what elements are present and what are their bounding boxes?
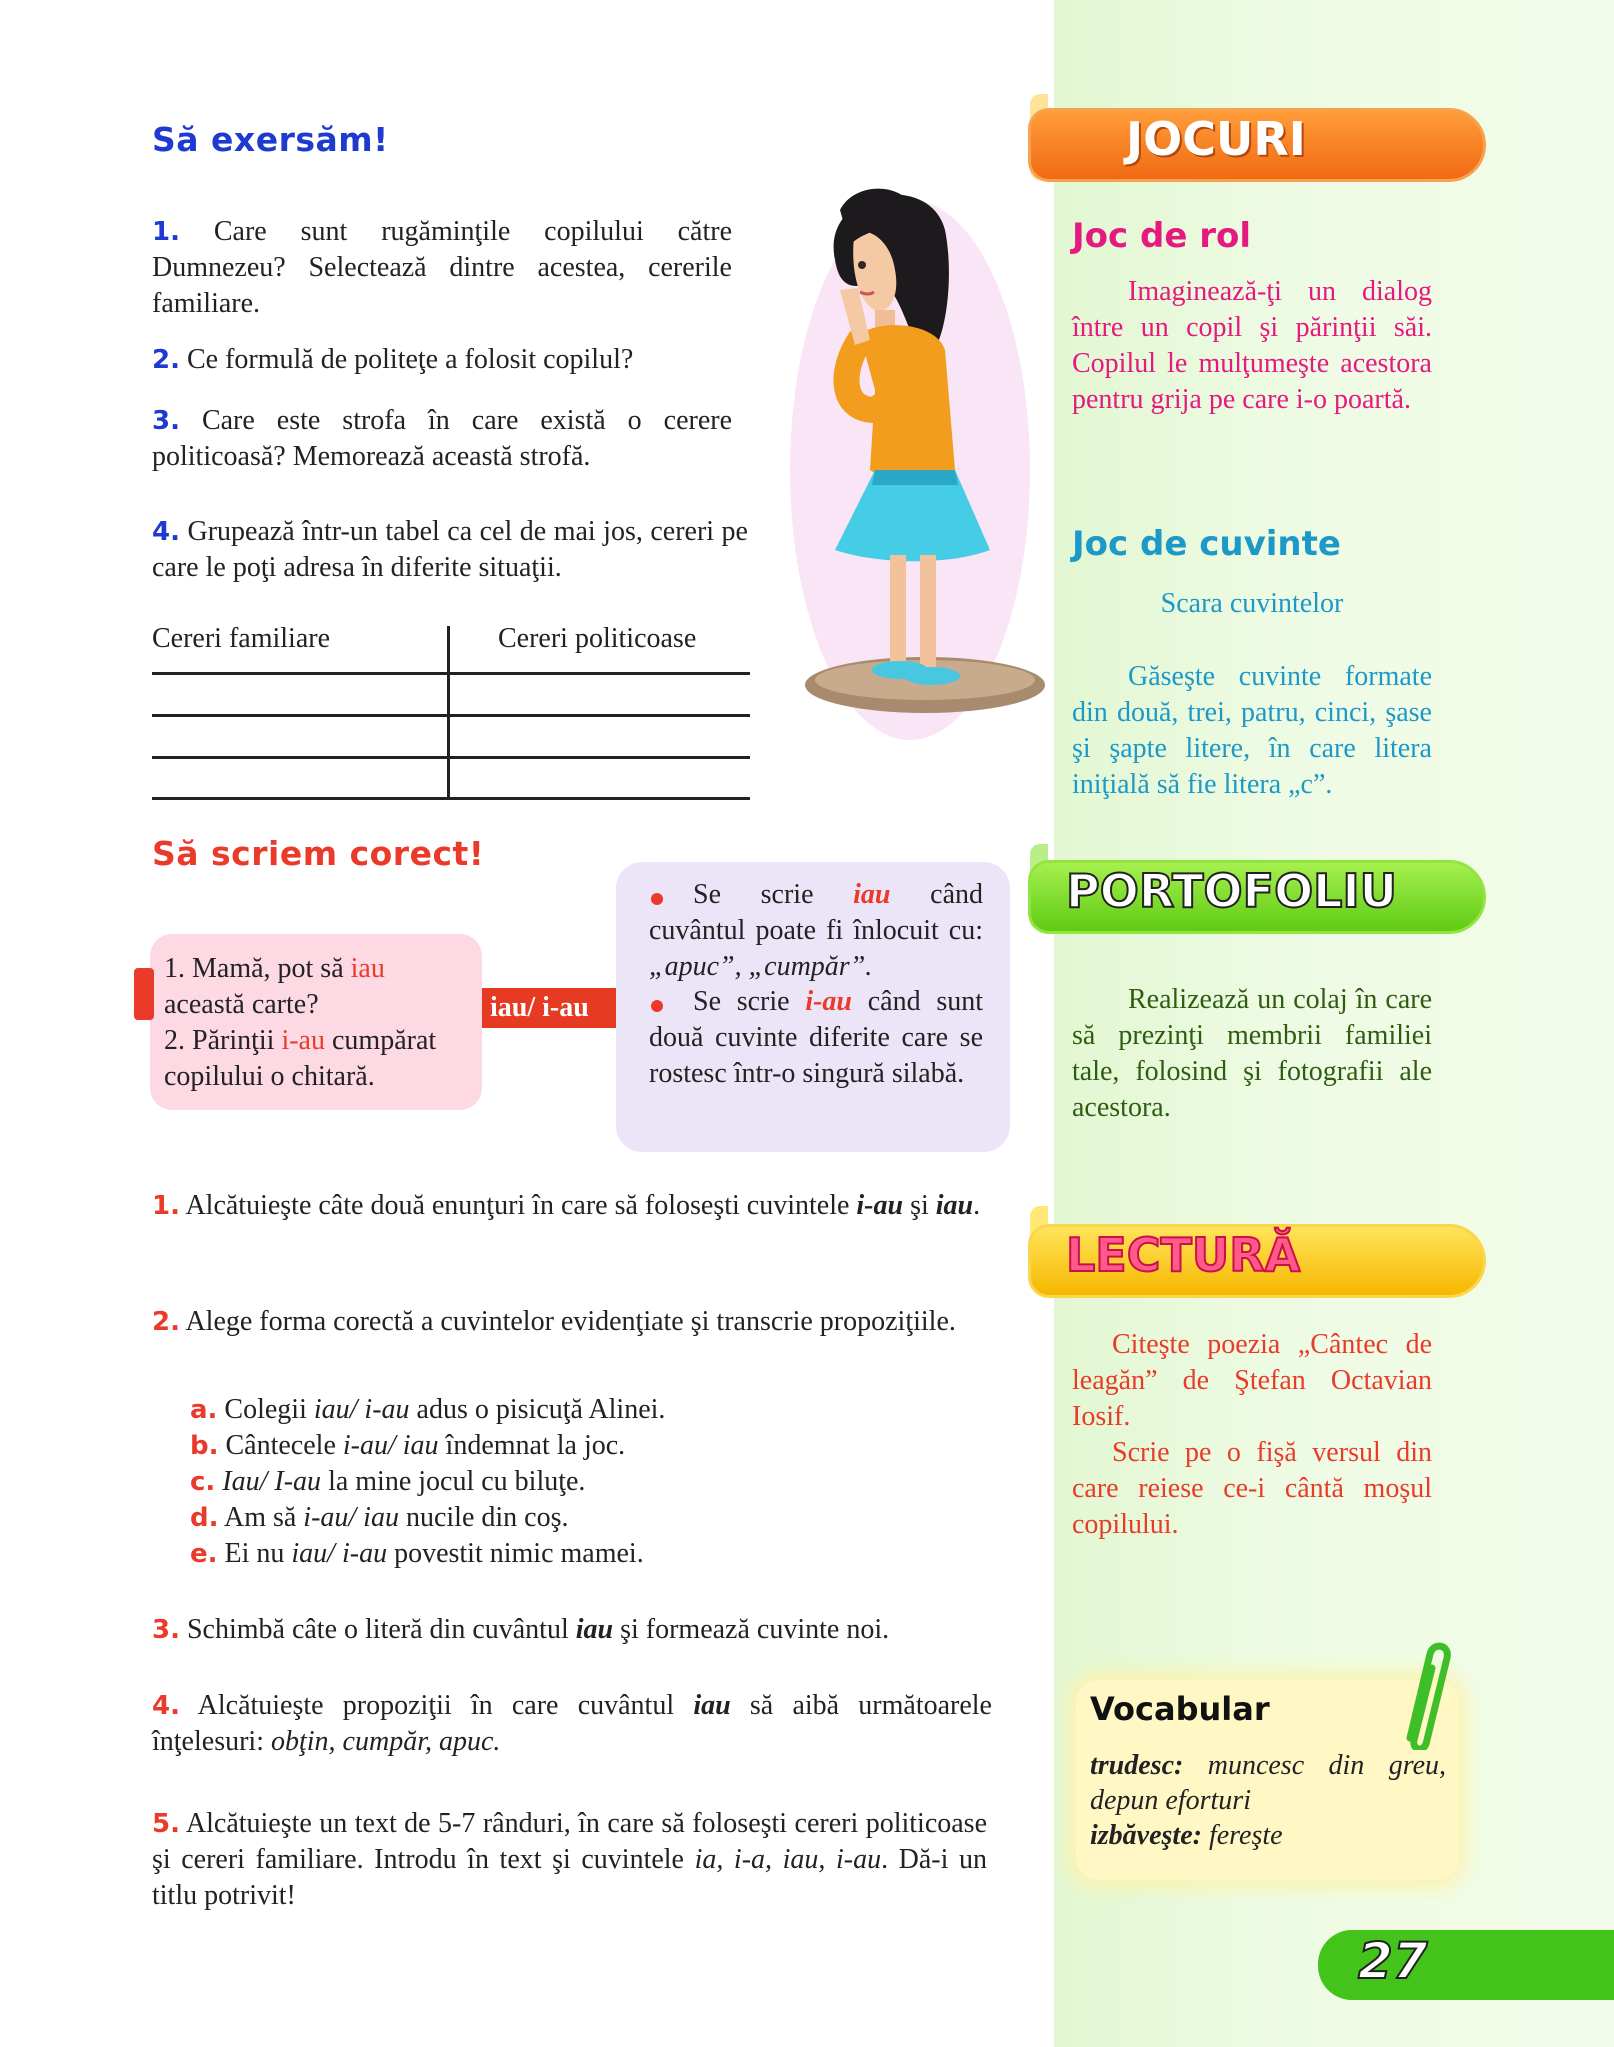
exercise-text: Alcătuieşte propoziţii în care cuvântul: [197, 1690, 694, 1721]
sub-text: îndemnat la joc.: [438, 1430, 626, 1461]
exercise-words: ia, i-a, iau, i-au: [694, 1844, 882, 1875]
rule-text: când sunt două cuvinte diferite care se rostesc într-o singură silabă.: [649, 986, 984, 1089]
sub-letter: d.: [190, 1503, 219, 1533]
write-exercise-3: [152, 1612, 1012, 1648]
role-play-title: Joc de rol: [1072, 216, 1252, 256]
write-exercise-4: [152, 1688, 992, 1760]
sub-letter: c.: [190, 1467, 216, 1497]
sub-text: Ei nu: [224, 1538, 292, 1569]
portfolio-text: Realizează un colaj în care să prezinţi membrii familiei tale, folosind şi fotografii ale acestora.: [1072, 984, 1432, 1123]
exercise-text: Alcătuieşte câte două enunţuri în care să foloseşti cuvintele: [185, 1190, 857, 1221]
example-highlight: i-au: [281, 1025, 325, 1056]
exercise-text: . Dă-i un titlu potrivit!: [152, 1844, 987, 1911]
sub-text: povestit nimic mamei.: [387, 1538, 644, 1569]
example-line-2: această carte?: [164, 989, 319, 1020]
vocabulary-entry-1: [1090, 1748, 1446, 1818]
vocabulary-term: izbăveşte:: [1090, 1820, 1202, 1851]
exercise-number: 2.: [152, 1307, 180, 1337]
question-2: [152, 342, 732, 378]
table-line: [152, 797, 750, 800]
rule-text: Se scrie: [693, 986, 806, 1017]
table-line: [152, 672, 750, 675]
rule-highlight: iau: [853, 879, 891, 910]
example-text: cumpărat: [324, 1025, 437, 1056]
vocabulary-entry-2: [1090, 1818, 1446, 1853]
sub-letter: a.: [190, 1395, 218, 1425]
exercise-text: Schimbă câte o literă din cuvântul: [186, 1614, 576, 1645]
example-line-1: [164, 951, 474, 987]
exercise-keyword: iau: [935, 1190, 974, 1221]
exercise-number: 5.: [152, 1809, 180, 1839]
write-correct-title: Să scriem corect!: [152, 834, 485, 873]
question-text: Care este strofa în care există o cerere politicoasă? Memorează această strofă.: [152, 405, 732, 472]
sub-letter: e.: [190, 1539, 218, 1569]
lectura-banner-text: LECTURĂ: [1066, 1228, 1301, 1282]
vocabulary-term: trudesc:: [1090, 1750, 1184, 1781]
exercise-text: şi: [903, 1190, 936, 1221]
bullet-icon: [651, 893, 663, 905]
question-text: Ce formulă de politeţe a folosit copilul?: [186, 344, 634, 375]
paperclip-icon: [1392, 1640, 1452, 1750]
question-4: [152, 514, 748, 586]
sub-text: Colegii: [224, 1394, 314, 1425]
exercise-text: Alege forma corectă a cuvintelor evidenţiate şi transcrie propoziţiile.: [185, 1306, 956, 1337]
rule-1: [649, 877, 983, 985]
example-highlight: iau: [350, 953, 385, 984]
question-1: [152, 214, 732, 322]
example-line-3: [164, 1023, 474, 1059]
vocabulary-title: Vocabular: [1090, 1690, 1270, 1728]
bullet-icon: [651, 1000, 663, 1012]
role-play-text: Imaginează-ţi un dialog între un copil şi părinţii săi. Copilul le mulţumeşte acestora pentru grija pe care i-o poartă.: [1072, 276, 1432, 415]
sub-text: la mine jocul cu biluţe.: [321, 1466, 586, 1497]
praying-girl-illustration: [760, 170, 1050, 740]
reading-text-1: Citeşte poezia „Cântec de leagăn” de Ştefan Octavian Iosif.: [1072, 1329, 1432, 1432]
example-text: 2. Părinţii: [164, 1025, 282, 1056]
table-header-familiare: Cereri familiare: [152, 623, 331, 654]
exercise-text: Alcătuieşte un text de 5-7 rânduri, în care să foloseşti cereri politicoase şi cereri familiare. Introdu în text şi cuvintele: [152, 1808, 988, 1875]
word-game-text: Găseşte cuvinte formate din două, trei, patru, cinci, şase şi şapte litere, în care litera iniţială să fie litera „c”.: [1072, 661, 1432, 800]
sub-choice: iau/ i-au: [313, 1394, 410, 1425]
exercise-meanings: obţin, cumpăr, apuc.: [270, 1726, 501, 1757]
question-number: 2.: [152, 345, 180, 375]
word-game-title: Joc de cuvinte: [1072, 524, 1341, 564]
rule-examples: „apuc”, „cumpăr”.: [649, 951, 873, 982]
exercise-title: Să exersăm!: [152, 120, 389, 159]
exercise-text: să aibă următoarele înţelesuri:: [152, 1690, 992, 1757]
exercise-number: 1.: [152, 1191, 180, 1221]
table-line: [152, 756, 750, 759]
sub-item-a: [190, 1392, 665, 1428]
question-number: 4.: [152, 517, 180, 547]
sub-text: adus o pisicuţă Alinei.: [409, 1394, 666, 1425]
write-exercise-1: [152, 1188, 1012, 1224]
example-text: 1. Mamă, pot să: [164, 953, 351, 984]
sub-item-d: [190, 1500, 569, 1536]
question-number: 3.: [152, 406, 180, 436]
exercise-number: 3.: [152, 1615, 180, 1645]
question-text: Care sunt rugăminţile copilului către Dumnezeu? Selectează dintre acestea, cererile familiare.: [152, 216, 733, 319]
sub-choice: Iau/ I-au: [222, 1466, 322, 1497]
example-line-4: copilului o chitară.: [164, 1061, 375, 1092]
sub-text: Am să: [223, 1502, 304, 1533]
write-exercise-2: [152, 1304, 1012, 1340]
exercise-keyword: iau: [575, 1614, 614, 1645]
sub-letter: b.: [190, 1431, 219, 1461]
vocabulary-definition: fereşte: [1201, 1820, 1283, 1851]
sub-item-c: [190, 1464, 585, 1500]
rule-highlight: i-au: [805, 986, 853, 1017]
portofoliu-banner-text: PORTOFOLIU: [1066, 864, 1397, 918]
arrow-label: iau/ i-au: [490, 992, 589, 1023]
sub-choice: i-au/ iau: [342, 1430, 439, 1461]
sub-text: nucile din coş.: [398, 1502, 569, 1533]
table-divider: [447, 626, 450, 798]
exercise-text: .: [973, 1190, 981, 1221]
exercise-keyword: iau: [693, 1690, 731, 1721]
sub-item-e: [190, 1536, 644, 1572]
table-line: [152, 714, 750, 717]
question-3: [152, 403, 732, 475]
jocuri-banner-text: JOCURI: [1126, 112, 1306, 166]
vocabulary-definition: muncesc din greu, depun eforturi: [1090, 1750, 1446, 1816]
sub-text: Cântecele: [225, 1430, 343, 1461]
sub-item-b: [190, 1428, 625, 1464]
table-header-politicoase: Cereri politicoase: [498, 623, 697, 654]
word-game-subtitle: Scara cuvintelor: [1160, 588, 1344, 619]
question-number: 1.: [152, 217, 180, 247]
question-text: Grupează într-un tabel ca cel de mai jos, cereri pe care le poţi adresa în diferite situaţii.: [152, 516, 748, 583]
sub-choice: i-au/ iau: [303, 1502, 399, 1533]
write-exercise-5: [152, 1806, 987, 1914]
bookmark-tab: [134, 968, 154, 1020]
rule-text: Se scrie: [693, 879, 854, 910]
rule-text: când cuvântul poate fi înlocuit cu:: [649, 879, 983, 946]
sub-choice: iau/ i-au: [291, 1538, 388, 1569]
exercise-keyword: i-au: [856, 1190, 904, 1221]
page-number: 27: [1358, 1932, 1428, 1990]
exercise-text: şi formează cuvinte noi.: [613, 1614, 890, 1645]
rule-2: [649, 984, 983, 1092]
reading-text-2: Scrie pe o fişă versul din care reiese ce-i cântă moşul copilului.: [1072, 1437, 1432, 1540]
exercise-number: 4.: [152, 1691, 180, 1721]
